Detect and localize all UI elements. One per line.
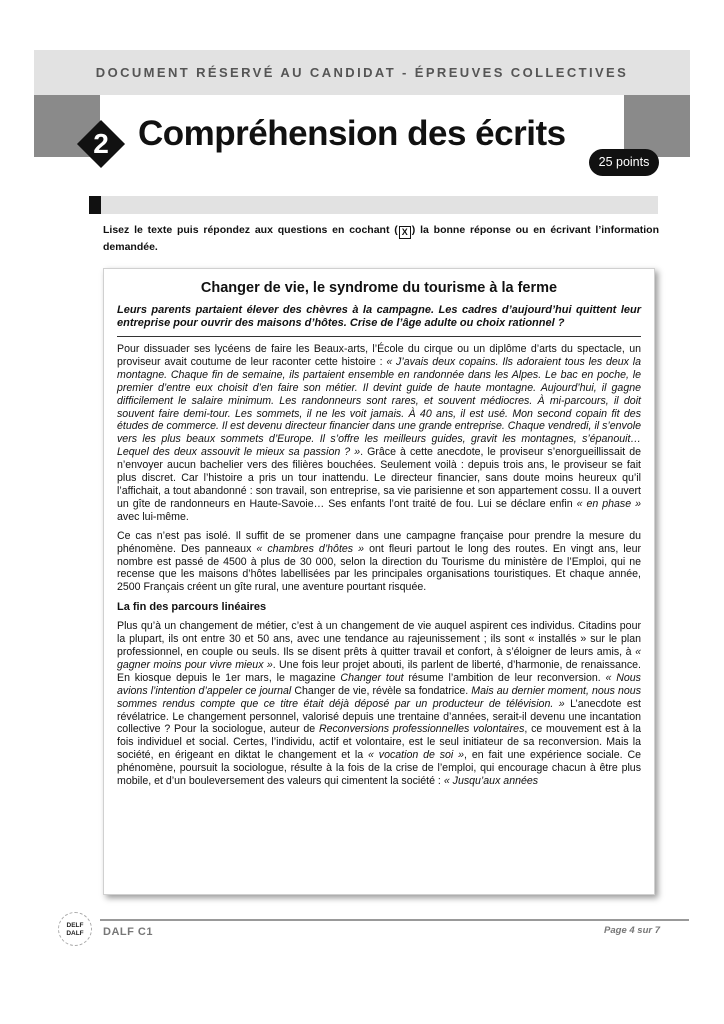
document-banner: DOCUMENT RÉSERVÉ AU CANDIDAT - ÉPREUVES COLLECTIVES <box>95 65 629 80</box>
text-run: « chambres d’hôtes » <box>256 542 365 555</box>
text-run: L’anecdote est révélatrice. Le changement personnel, valorisé depuis une trentaine d’années, serait-il devenu une incantation collective ? Pour la sociologue, auteur de <box>117 697 641 736</box>
header-tab-right <box>624 95 690 157</box>
divider-bar <box>101 196 658 214</box>
divider-square <box>89 196 101 214</box>
article-box <box>103 268 655 895</box>
text-run: Ce cas n’est pas isolé. Il suffit de se promener dans une campagne française pour prendre la mesure du phénomène. Des panneaux <box>117 529 641 555</box>
text-run: . Une fois leur projet abouti, ils parlent de liberté, d’harmonie, de renaissance. En kiosque depuis le 1er mars, le magazine <box>117 658 641 684</box>
section-number: 2 <box>93 128 109 159</box>
checkbox-mark-icon: X <box>399 226 411 239</box>
instructions-text-end: ) la bonne réponse ou en écrivant l’information demandée. <box>103 224 659 253</box>
text-run: Plus qu’à un changement de métier, c’est à un changement de vie auquel aspirent ces individus. Citadins pour la plupart, ils ont entre 30 et 50 ans, avec une tendance au rajeunissement ; ils sont « installés » sur le plan professionnel, en couple ou seuls. Ils se disent prêts à quitter travail et confort, à s’éloigner de leurs amis, à <box>117 620 641 659</box>
article-paragraph-3 <box>117 620 641 788</box>
text-run: Changer de vie, révèle sa fondatrice. <box>291 684 472 697</box>
section-title: Compréhension des écrits <box>138 114 566 153</box>
text-run: « en phase » <box>576 497 641 510</box>
article-lead: Leurs parents partaient élever des chèvres à la campagne. Les cadres d’aujourd’hui quittent leur entreprise pour ouvrir des maisons d’hôtes. Crise de l’âge adulte ou choix rationnel ? <box>117 304 641 337</box>
instructions-text-start: Lisez le texte puis répondez aux questions en cochant ( <box>103 224 398 236</box>
text-run: avec lui-même. <box>117 510 189 523</box>
text-run: Mais au dernier moment, nous nous sommes rendus compte que ce titre était déjà déposé par un producteur de télévision. » <box>117 684 641 710</box>
text-run: résume l’ambition de leur reconversion. <box>403 671 606 684</box>
article-content <box>117 278 641 788</box>
text-run: Pour dissuader ses lycéens de faire les Beaux-arts, l’École du cirque ou un diplôme d’arts du spectacle, un proviseur avait coutume de leur raconter cette histoire : <box>117 343 641 368</box>
instructions <box>103 222 659 256</box>
text-run: , ce mouvement est à la fois individuel et social. Certes, l’individu, actif et volontaire, est le seul initiateur de sa reconversion. Mais la société, en érigeant en diktat le changement et la <box>117 723 642 762</box>
text-run: « vocation de soi » <box>368 749 465 762</box>
exam-level: DALF C1 <box>103 926 153 938</box>
page-number: Page 4 sur 7 <box>604 925 660 936</box>
article-paragraph-2 <box>117 530 641 595</box>
article-subheading: La fin des parcours linéaires <box>117 601 267 614</box>
text-run: « gagner moins pour vivre mieux » <box>117 646 641 671</box>
footer-divider <box>100 919 689 921</box>
text-run: « Nous avions l’intention d’appeler ce journal <box>117 671 641 697</box>
article-paragraph-1 <box>117 343 641 524</box>
text-run: « J’avais deux copains. Ils adoraient tous les deux la montagne. Chaque fin de semaine, ils partaient ensemble en randonnée dans les Alpes. Le bac en poche, le premier d’entre eux choisit d’en faire son métier. Il devint guide de haute montagne. Aujourd’hui, il gagne difficilement le salaire minimum. Les randonneurs sont rares, et souvent médiocres. À mi-parcours, il doit souvent faire demi-tour. Les sommets, il ne les voit jamais. À 40 ans, il est usé. Mon second copain fit des études de commerce. Il est devenu directeur financier dans une grande entreprise. Chaque vendredi, il s’envole vers les plus beaux sommets d’Europe. Il s’offre les meilleurs guides, gravit les montagnes, s’épanouit… Lequel des deux assouvit le mieux sa passion ? » <box>117 355 641 459</box>
delf-dalf-logo: DELF DALF <box>58 912 92 946</box>
text-run: « Jusqu’aux années <box>443 775 539 788</box>
text-run: Changer tout <box>340 671 404 684</box>
text-run: . Grâce à cette anecdote, le proviseur s’enorgueillissait de n’envoyer aucun bachelier vers des filières bouchées. Seulement voilà : depuis trois ans, le proviseur se fait plus discret. Car l’histoire a pris un tour inattendu. Le directeur financier, sans doute moins heureux qu’il l’affichait, a tout abandonné : son travail, son entreprise, sa vie parisienne et son appartement cossu. Il a ouvert un gîte de randonneurs en Haute-Savoie… Ses enfants l’ont traité de fou. Lui se déclare enfin <box>117 446 641 510</box>
text-run: Reconversions professionnelles volontaires <box>318 723 525 736</box>
text-run: , en fait une expérience sociale. Ce phénomène, poursuit la sociologue, résulte à la fois de la crise de l’emploi, qui encourage chacun à être plus mobile, et d’un bouleversement des valeurs qui cimentent la société : <box>117 749 641 788</box>
text-run: ont fleuri partout le long des routes. En vingt ans, leur nombre est passé de 4500 à plus de 30 000, selon la direction du Tourisme du ministère de l’Emploi, qui ne recense que les maisons d’hôtes labellisées par les principales organisations touristiques. Et chaque année, 2500 Français créent un gîte rural, une aventure pourtant risquée. <box>117 542 641 594</box>
points-badge: 25 points <box>589 149 659 176</box>
article-title: Changer de vie, le syndrome du tourisme à la ferme <box>200 280 558 296</box>
